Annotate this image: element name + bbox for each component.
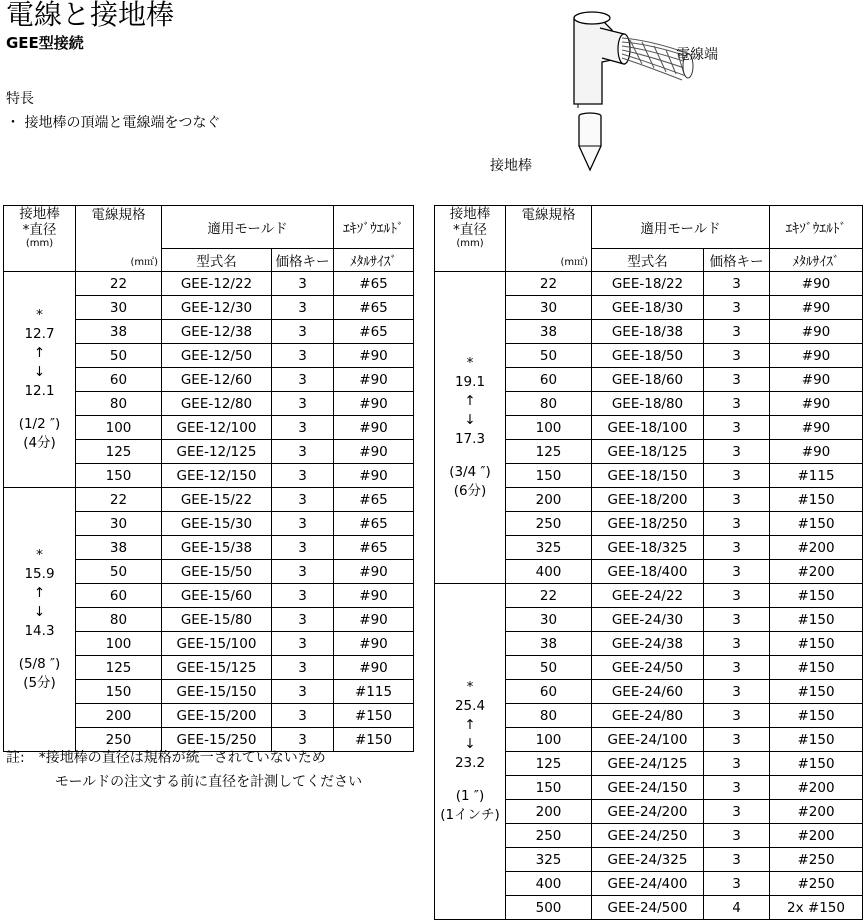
- wire-size-cell: 80: [76, 392, 162, 416]
- wire-size-cell: 50: [506, 344, 592, 368]
- header-wire-size: 電線規格 (m㎡): [506, 206, 592, 272]
- price-key-cell: 3: [272, 344, 334, 368]
- price-key-cell: 3: [704, 800, 770, 824]
- wire-size-cell: 50: [506, 656, 592, 680]
- wire-size-cell: 30: [76, 512, 162, 536]
- wire-size-cell: 30: [76, 296, 162, 320]
- diameter-label-line: (1インチ): [440, 807, 500, 823]
- metal-size-cell: #65: [334, 320, 414, 344]
- note-line-2: モールドの注文する前に直径を計測してください: [55, 774, 363, 790]
- diameter-label-line: 17.3: [454, 431, 486, 447]
- price-key-cell: 3: [272, 512, 334, 536]
- wire-size-cell: 250: [506, 512, 592, 536]
- diameter-label-line: [4, 401, 75, 415]
- price-key-cell: 3: [704, 872, 770, 896]
- wire-size-cell: 150: [506, 776, 592, 800]
- model-cell: GEE-24/22: [592, 584, 704, 608]
- model-cell: GEE-15/38: [162, 536, 272, 560]
- wire-size-cell: 100: [506, 728, 592, 752]
- price-key-cell: 3: [704, 464, 770, 488]
- price-key-cell: 3: [272, 704, 334, 728]
- wire-size-cell: 38: [506, 320, 592, 344]
- model-cell: GEE-18/400: [592, 560, 704, 584]
- wire-size-cell: 250: [506, 824, 592, 848]
- price-key-cell: 3: [272, 440, 334, 464]
- metal-size-cell: #150: [770, 608, 863, 632]
- model-cell: GEE-18/22: [592, 272, 704, 296]
- diameter-label-line: ↓: [464, 736, 476, 752]
- metal-size-cell: #90: [334, 608, 414, 632]
- model-cell: GEE-24/500: [592, 896, 704, 920]
- price-key-cell: 3: [704, 656, 770, 680]
- wire-size-cell: 50: [76, 560, 162, 584]
- metal-size-cell: #115: [770, 464, 863, 488]
- diameter-label-line: *: [466, 679, 474, 695]
- price-key-cell: 3: [704, 488, 770, 512]
- spec-table-right: [434, 205, 863, 920]
- model-cell: GEE-12/38: [162, 320, 272, 344]
- table-row: [435, 584, 863, 608]
- wire-size-cell: 400: [506, 560, 592, 584]
- model-cell: GEE-18/325: [592, 536, 704, 560]
- metal-size-cell: #90: [770, 344, 863, 368]
- model-cell: GEE-12/60: [162, 368, 272, 392]
- metal-size-cell: #90: [334, 416, 414, 440]
- model-cell: GEE-24/200: [592, 800, 704, 824]
- model-cell: GEE-24/100: [592, 728, 704, 752]
- wire-size-cell: 400: [506, 872, 592, 896]
- metal-size-cell: #90: [334, 560, 414, 584]
- price-key-cell: 3: [272, 536, 334, 560]
- model-cell: GEE-15/250: [162, 728, 272, 752]
- diameter-label-line: 14.3: [24, 623, 55, 639]
- header-metal-size: ﾒﾀﾙｻｲｽﾞ: [770, 249, 863, 272]
- diameter-label-line: 12.7: [24, 326, 55, 342]
- page-title: 電線と接地棒: [6, 0, 175, 31]
- metal-size-cell: #150: [334, 704, 414, 728]
- price-key-cell: 3: [272, 416, 334, 440]
- price-key-cell: 3: [704, 296, 770, 320]
- model-cell: GEE-18/200: [592, 488, 704, 512]
- price-key-cell: 3: [272, 272, 334, 296]
- wire-size-cell: 125: [76, 656, 162, 680]
- diameter-label-line: (5分): [23, 675, 56, 691]
- price-key-cell: 3: [272, 728, 334, 752]
- wire-size-cell: 22: [76, 488, 162, 512]
- feature-item: ・ 接地棒の頂端と電線端をつなぐ: [6, 115, 221, 131]
- diameter-range-cell: [435, 272, 506, 584]
- diameter-label-line: 25.4: [454, 698, 486, 714]
- header-applicable-mold: 適用モールド: [592, 206, 770, 249]
- diameter-range-cell: [4, 488, 76, 752]
- wire-size-cell: 22: [506, 272, 592, 296]
- price-key-cell: 3: [704, 824, 770, 848]
- price-key-cell: 3: [272, 464, 334, 488]
- diameter-range-cell: [435, 584, 506, 920]
- ground-rod-label: 接地棒: [490, 158, 532, 174]
- header-exoweld: ｴｷｿﾞｳｴﾙﾄﾞ: [334, 206, 414, 249]
- metal-size-cell: #90: [770, 272, 863, 296]
- wire-size-cell: 325: [506, 536, 592, 560]
- model-cell: GEE-18/50: [592, 344, 704, 368]
- metal-size-cell: #90: [770, 440, 863, 464]
- model-cell: GEE-24/30: [592, 608, 704, 632]
- model-cell: GEE-18/38: [592, 320, 704, 344]
- price-key-cell: 3: [272, 632, 334, 656]
- metal-size-cell: #90: [334, 368, 414, 392]
- model-cell: GEE-12/150: [162, 464, 272, 488]
- wire-size-cell: 80: [506, 392, 592, 416]
- price-key-cell: 3: [704, 560, 770, 584]
- wire-size-cell: 50: [76, 344, 162, 368]
- table-row: [435, 272, 863, 296]
- metal-size-cell: #250: [770, 872, 863, 896]
- metal-size-cell: #250: [770, 848, 863, 872]
- header-diameter: 接地棒 *直径 (mm): [4, 206, 76, 272]
- diameter-label-line: (4分): [23, 435, 56, 451]
- header-metal-size: ﾒﾀﾙｻｲｽﾞ: [334, 249, 414, 272]
- diameter-label-line: [435, 449, 505, 463]
- feature-heading: 特長: [6, 91, 34, 107]
- price-key-cell: 3: [704, 680, 770, 704]
- metal-size-cell: #65: [334, 272, 414, 296]
- diameter-label-line: ↑: [464, 393, 476, 409]
- metal-size-cell: #90: [334, 344, 414, 368]
- price-key-cell: 3: [272, 608, 334, 632]
- diameter-label-line: *: [466, 355, 474, 371]
- diameter-label-line: *: [36, 547, 43, 563]
- diameter-label-line: 23.2: [454, 755, 486, 771]
- metal-size-cell: #150: [770, 584, 863, 608]
- connector-illustration: [560, 4, 760, 176]
- metal-size-cell: #200: [770, 800, 863, 824]
- wire-size-cell: 250: [76, 728, 162, 752]
- wire-size-cell: 22: [76, 272, 162, 296]
- price-key-cell: 3: [704, 416, 770, 440]
- model-cell: GEE-24/125: [592, 752, 704, 776]
- metal-size-cell: #90: [770, 392, 863, 416]
- diameter-label-line: ↑: [33, 345, 46, 361]
- price-key-cell: 3: [704, 584, 770, 608]
- model-cell: GEE-15/150: [162, 680, 272, 704]
- diameter-range-cell: [4, 272, 76, 488]
- price-key-cell: 3: [704, 752, 770, 776]
- wire-size-cell: 22: [506, 584, 592, 608]
- price-key-cell: 3: [704, 728, 770, 752]
- price-key-cell: 3: [704, 536, 770, 560]
- wire-size-cell: 100: [76, 416, 162, 440]
- header-price-key: 価格キー: [272, 249, 334, 272]
- metal-size-cell: #150: [770, 512, 863, 536]
- model-cell: GEE-15/200: [162, 704, 272, 728]
- model-cell: GEE-12/50: [162, 344, 272, 368]
- metal-size-cell: #90: [334, 632, 414, 656]
- wire-size-cell: 500: [506, 896, 592, 920]
- price-key-cell: 3: [272, 680, 334, 704]
- header-model: 型式名: [592, 249, 704, 272]
- model-cell: GEE-18/150: [592, 464, 704, 488]
- metal-size-cell: #90: [334, 584, 414, 608]
- metal-size-cell: #65: [334, 512, 414, 536]
- price-key-cell: 3: [704, 272, 770, 296]
- diameter-label-line: ↓: [33, 364, 46, 380]
- metal-size-cell: #150: [770, 728, 863, 752]
- note-line-1: 註: *接地棒の直径は規格が統一されていないため: [6, 750, 326, 766]
- diameter-label-line: [4, 641, 75, 655]
- table-row: [4, 272, 414, 296]
- wire-size-cell: 200: [76, 704, 162, 728]
- wire-size-cell: 125: [506, 752, 592, 776]
- model-cell: GEE-24/150: [592, 776, 704, 800]
- header-wire-size: 電線規格 (m㎡): [76, 206, 162, 272]
- model-cell: GEE-18/80: [592, 392, 704, 416]
- model-cell: GEE-18/100: [592, 416, 704, 440]
- metal-size-cell: #200: [770, 536, 863, 560]
- model-cell: GEE-15/30: [162, 512, 272, 536]
- diameter-label-line: ↑: [33, 585, 46, 601]
- model-cell: GEE-15/100: [162, 632, 272, 656]
- metal-size-cell: #90: [770, 296, 863, 320]
- wire-size-cell: 125: [76, 440, 162, 464]
- price-key-cell: 3: [704, 392, 770, 416]
- header-applicable-mold: 適用モールド: [162, 206, 334, 249]
- model-cell: GEE-12/22: [162, 272, 272, 296]
- metal-size-cell: #90: [334, 656, 414, 680]
- diameter-label-line: 15.9: [24, 566, 55, 582]
- model-cell: GEE-24/250: [592, 824, 704, 848]
- wire-size-cell: 150: [76, 680, 162, 704]
- diameter-label-line: 12.1: [24, 383, 55, 399]
- price-key-cell: 3: [704, 632, 770, 656]
- model-cell: GEE-12/100: [162, 416, 272, 440]
- diameter-label-line: (5/8 ″): [18, 656, 61, 672]
- price-key-cell: 3: [704, 320, 770, 344]
- metal-size-cell: #90: [770, 416, 863, 440]
- wire-size-cell: 80: [76, 608, 162, 632]
- price-key-cell: 4: [704, 896, 770, 920]
- metal-size-cell: #90: [770, 368, 863, 392]
- wire-size-cell: 150: [76, 464, 162, 488]
- wire-size-cell: 38: [76, 536, 162, 560]
- price-key-cell: 3: [272, 368, 334, 392]
- price-key-cell: 3: [704, 440, 770, 464]
- page-subtitle: GEE型接続: [6, 34, 84, 52]
- wire-size-cell: 60: [506, 368, 592, 392]
- wire-size-cell: 30: [506, 608, 592, 632]
- wire-size-cell: 80: [506, 704, 592, 728]
- price-key-cell: 3: [704, 512, 770, 536]
- model-cell: GEE-12/80: [162, 392, 272, 416]
- table-row: [4, 488, 414, 512]
- price-key-cell: 3: [272, 392, 334, 416]
- wire-size-cell: 325: [506, 848, 592, 872]
- metal-size-cell: #90: [334, 440, 414, 464]
- diameter-label-line: ↓: [33, 604, 46, 620]
- header-diameter: 接地棒 *直径 (mm): [435, 206, 506, 272]
- wire-size-cell: 38: [506, 632, 592, 656]
- metal-size-cell: #200: [770, 776, 863, 800]
- price-key-cell: 3: [272, 560, 334, 584]
- diameter-label-line: *: [36, 307, 43, 323]
- model-cell: GEE-18/125: [592, 440, 704, 464]
- model-cell: GEE-18/250: [592, 512, 704, 536]
- wire-size-cell: 30: [506, 296, 592, 320]
- price-key-cell: 3: [704, 608, 770, 632]
- price-key-cell: 3: [272, 656, 334, 680]
- price-key-cell: 3: [704, 344, 770, 368]
- model-cell: GEE-12/30: [162, 296, 272, 320]
- model-cell: GEE-24/38: [592, 632, 704, 656]
- model-cell: GEE-15/60: [162, 584, 272, 608]
- metal-size-cell: #150: [770, 704, 863, 728]
- price-key-cell: 3: [704, 368, 770, 392]
- metal-size-cell: #150: [770, 632, 863, 656]
- model-cell: GEE-15/80: [162, 608, 272, 632]
- wire-size-cell: 200: [506, 488, 592, 512]
- metal-size-cell: #150: [770, 680, 863, 704]
- metal-size-cell: #90: [770, 320, 863, 344]
- price-key-cell: 3: [272, 584, 334, 608]
- diameter-label-line: (1 ″): [455, 788, 485, 804]
- wire-end-label: 電線端: [676, 47, 718, 63]
- model-cell: GEE-12/125: [162, 440, 272, 464]
- header-model: 型式名: [162, 249, 272, 272]
- metal-size-cell: #150: [770, 752, 863, 776]
- price-key-cell: 3: [272, 320, 334, 344]
- diameter-label-line: (1/2 ″): [18, 416, 61, 432]
- diameter-label-line: (6分): [453, 483, 487, 499]
- price-key-cell: 3: [704, 776, 770, 800]
- model-cell: GEE-15/22: [162, 488, 272, 512]
- wire-size-cell: 125: [506, 440, 592, 464]
- wire-size-cell: 60: [76, 584, 162, 608]
- wire-size-cell: 60: [506, 680, 592, 704]
- model-cell: GEE-15/50: [162, 560, 272, 584]
- model-cell: GEE-24/50: [592, 656, 704, 680]
- diameter-label-line: [435, 773, 505, 787]
- wire-size-cell: 100: [506, 416, 592, 440]
- header-price-key: 価格キー: [704, 249, 770, 272]
- price-key-cell: 3: [272, 488, 334, 512]
- diameter-label-line: 19.1: [454, 374, 486, 390]
- model-cell: GEE-15/125: [162, 656, 272, 680]
- metal-size-cell: #200: [770, 560, 863, 584]
- metal-size-cell: #150: [770, 656, 863, 680]
- header-exoweld: ｴｷｿﾞｳｴﾙﾄﾞ: [770, 206, 863, 249]
- price-key-cell: 3: [272, 296, 334, 320]
- model-cell: GEE-24/60: [592, 680, 704, 704]
- metal-size-cell: #200: [770, 824, 863, 848]
- metal-size-cell: 2x #150: [770, 896, 863, 920]
- metal-size-cell: #90: [334, 464, 414, 488]
- metal-size-cell: #65: [334, 536, 414, 560]
- metal-size-cell: #150: [770, 488, 863, 512]
- model-cell: GEE-24/80: [592, 704, 704, 728]
- wire-size-cell: 38: [76, 320, 162, 344]
- metal-size-cell: #115: [334, 680, 414, 704]
- model-cell: GEE-18/30: [592, 296, 704, 320]
- spec-table-left: [3, 205, 414, 752]
- wire-size-cell: 200: [506, 800, 592, 824]
- model-cell: GEE-18/60: [592, 368, 704, 392]
- price-key-cell: 3: [704, 704, 770, 728]
- metal-size-cell: #90: [334, 392, 414, 416]
- metal-size-cell: #65: [334, 488, 414, 512]
- model-cell: GEE-24/325: [592, 848, 704, 872]
- metal-size-cell: #150: [334, 728, 414, 752]
- metal-size-cell: #65: [334, 296, 414, 320]
- wire-size-cell: 60: [76, 368, 162, 392]
- price-key-cell: 3: [704, 848, 770, 872]
- model-cell: GEE-24/400: [592, 872, 704, 896]
- wire-size-cell: 150: [506, 464, 592, 488]
- diameter-label-line: (3/4 ″): [449, 464, 491, 480]
- wire-size-cell: 100: [76, 632, 162, 656]
- diameter-label-line: ↑: [464, 717, 476, 733]
- diameter-label-line: ↓: [464, 412, 476, 428]
